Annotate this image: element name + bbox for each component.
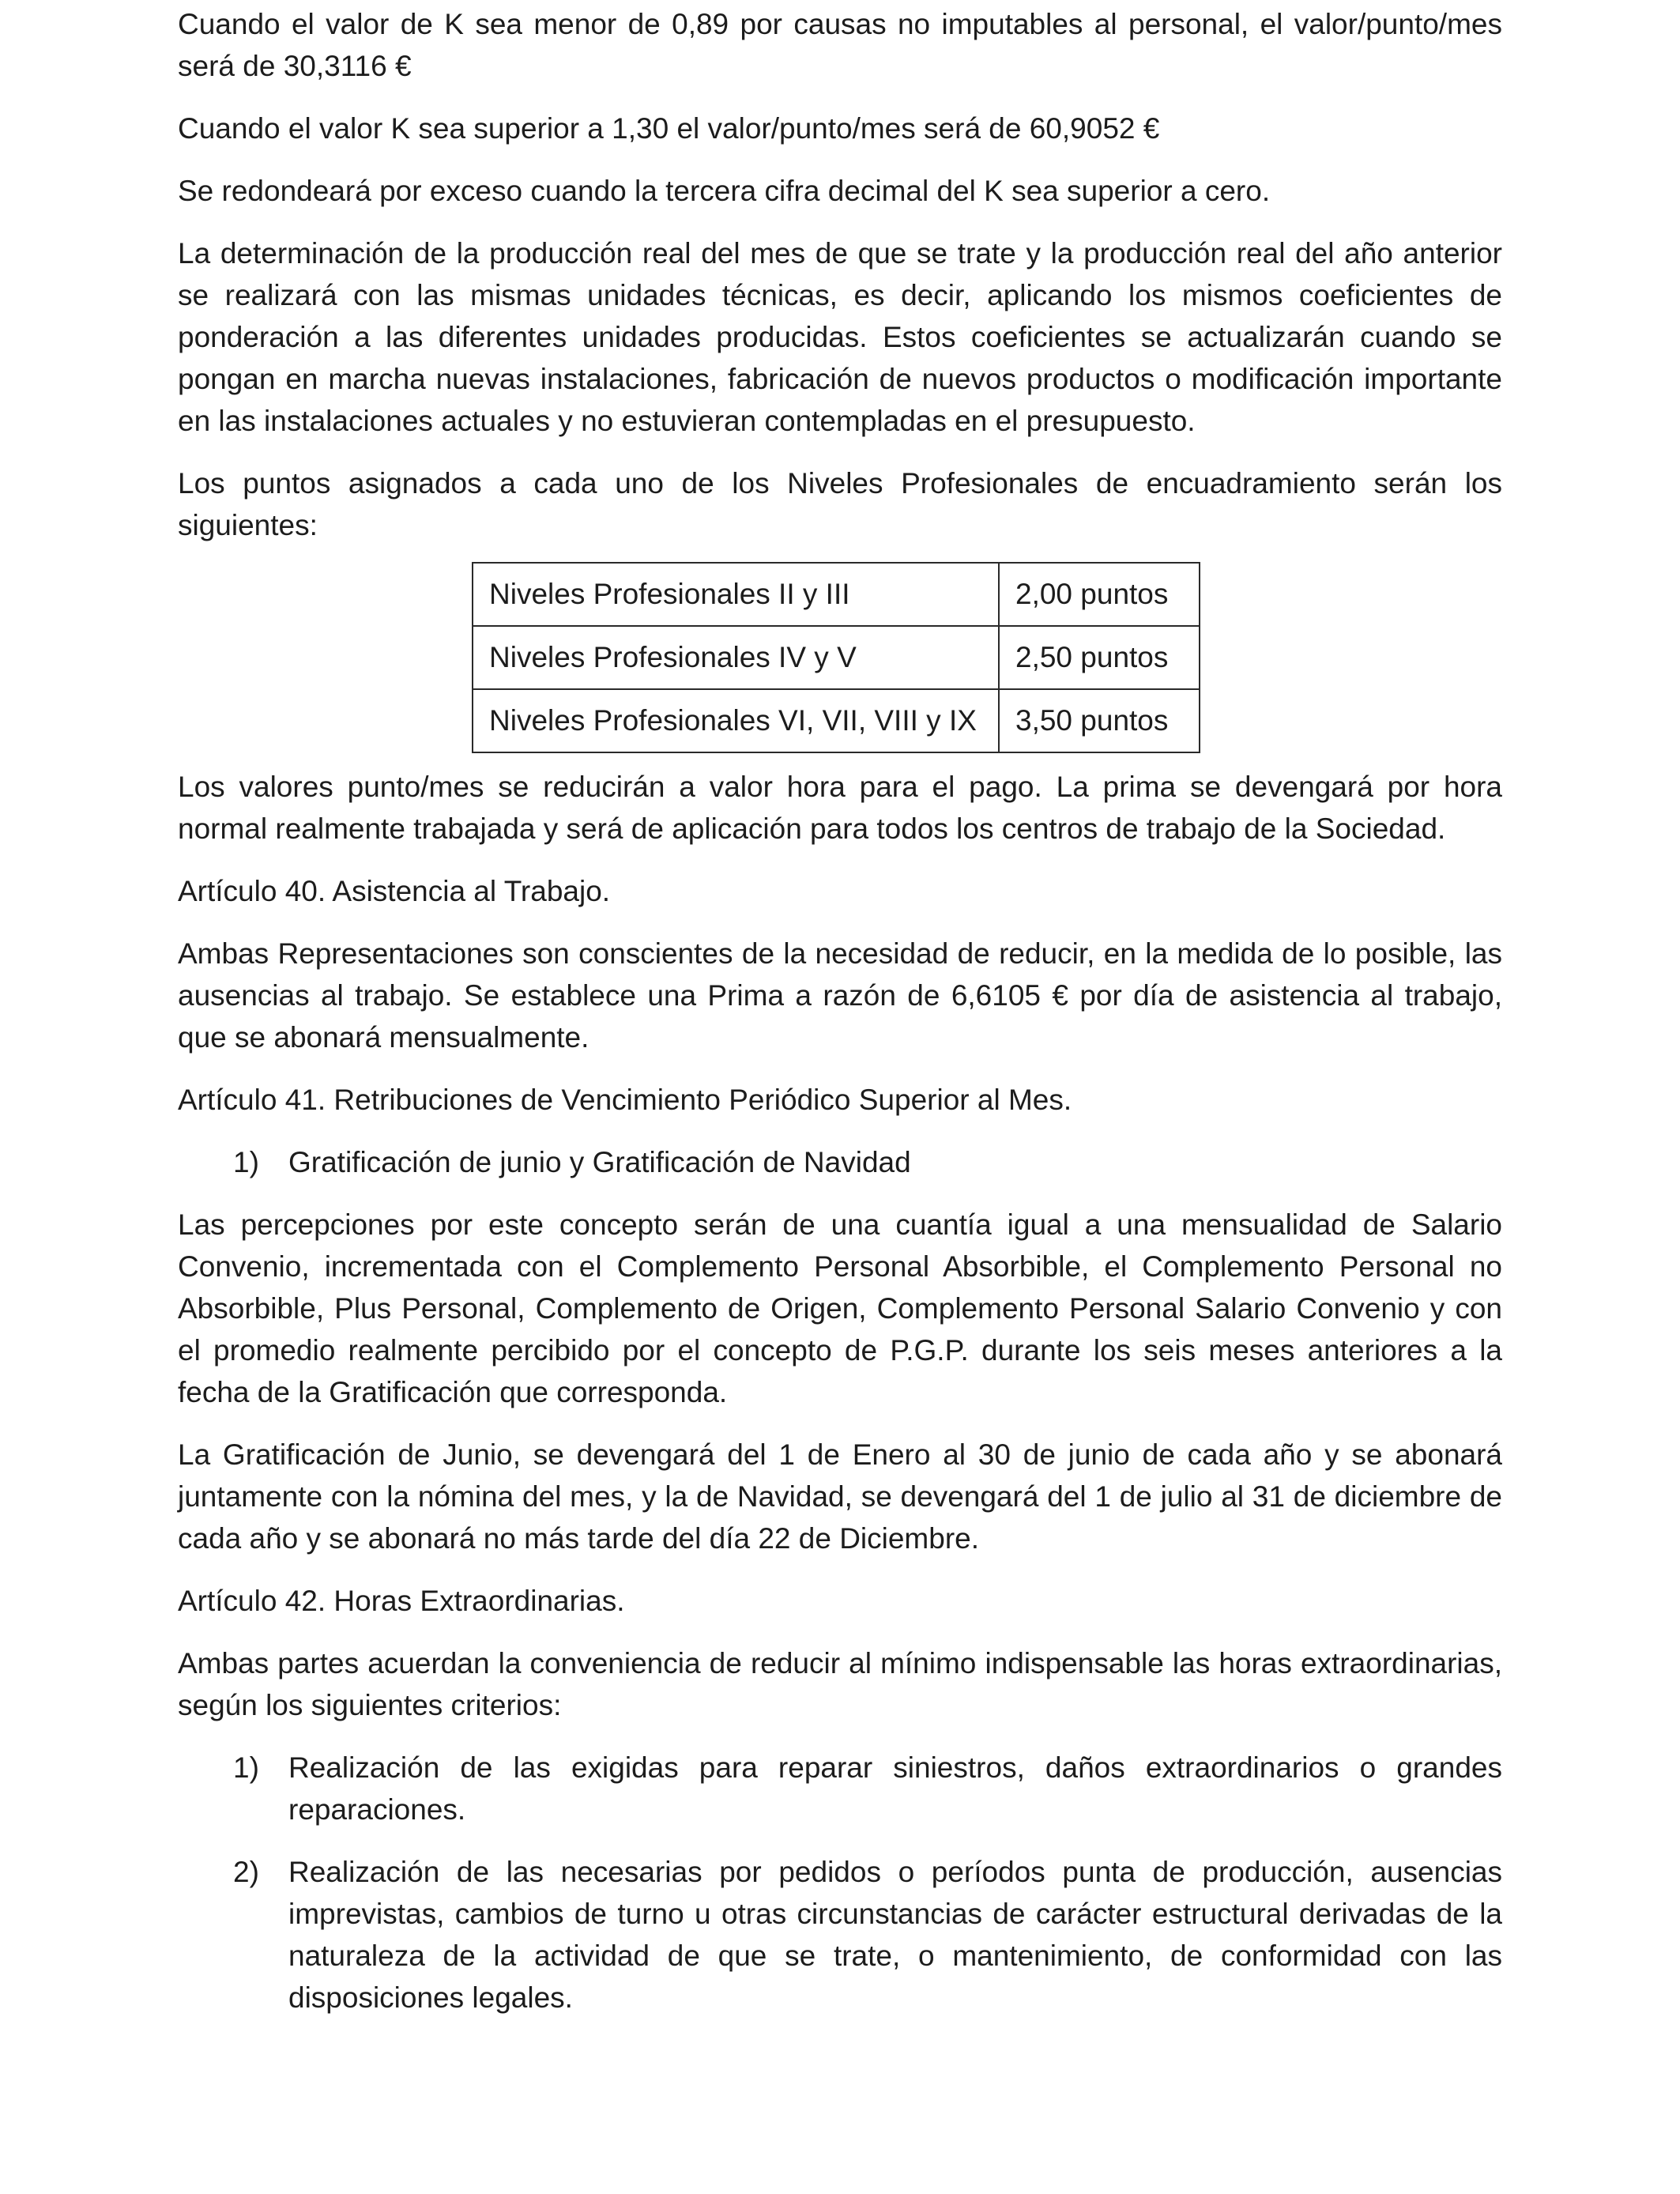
paragraph-overtime-intro: Ambas partes acuerdan la conveniencia de reducir al mínimo indispensable las horas extraordinarias, según los siguientes criterios: xyxy=(178,1647,1502,1721)
list-item-text: Realización de las necesarias por pedidos o períodos punta de producción, ausencias imprevistas, cambios de turno u otras circunstancias de carácter estructural derivadas de la naturaleza de la actividad de que se trate, o mantenimiento, de conformidad con las disposiciones legales. xyxy=(288,1856,1502,2014)
table-cell-points: 2,50 puntos xyxy=(999,626,1200,689)
table-cell-level: Niveles Profesionales VI, VII, VIII y IX xyxy=(473,689,999,752)
table-cell-level: Niveles Profesionales IV y V xyxy=(473,626,999,689)
paragraph-bonus-dates: La Gratificación de Junio, se devengará del 1 de Enero al 30 de junio de cada año y se abonará juntamente con la nómina del mes, y la de Navidad, se devengará del 1 de julio al 31 de diciembre de cada año y se abonará no más tarde del día 22 de Diciembre. xyxy=(178,1438,1502,1555)
list-item xyxy=(178,1141,1502,1183)
document-page xyxy=(178,3,1502,2039)
table-cell-level: Niveles Profesionales II y III xyxy=(473,563,999,626)
list-article-42 xyxy=(178,1747,1502,2019)
list-item-number: 2) xyxy=(233,1856,259,1888)
heading-article-42: Artículo 42. Horas Extraordinarias. xyxy=(178,1585,625,1617)
list-item-text: Realización de las exigidas para reparar siniestros, daños extraordinarios o grandes reparaciones. xyxy=(288,1751,1502,1826)
paragraph-bonus-amount: Las percepciones por este concepto serán de una cuantía igual a una mensualidad de Salario Convenio, incrementada con el Complemento Personal Absorbible, el Complemento Personal no Absorbible, Plus Personal, Complemento de Origen, Complemento Personal Salario Convenio y con el promedio realmente percibido por el concepto de P.G.P. durante los seis meses anteriores a la fecha de la Gratificación que corresponda. xyxy=(178,1208,1502,1408)
table-cell-points: 3,50 puntos xyxy=(999,689,1200,752)
paragraph-k-above: Cuando el valor K sea superior a 1,30 el valor/punto/mes será de 60,9052 € xyxy=(178,112,1160,145)
table-row xyxy=(473,563,1200,626)
table-cell-points: 2,00 puntos xyxy=(999,563,1200,626)
list-item xyxy=(178,1747,1502,1830)
list-item-number: 1) xyxy=(233,1751,259,1784)
list-item-text: Gratificación de junio y Gratificación de Navidad xyxy=(288,1146,911,1178)
heading-article-40: Artículo 40. Asistencia al Trabajo. xyxy=(178,875,611,907)
paragraph-points-intro: Los puntos asignados a cada uno de los Niveles Profesionales de encuadramiento serán los siguientes: xyxy=(178,467,1502,541)
heading-article-41: Artículo 41. Retribuciones de Vencimiento Periódico Superior al Mes. xyxy=(178,1084,1072,1116)
paragraph-k-below: Cuando el valor de K sea menor de 0,89 por causas no imputables al personal, el valor/punto/mes será de 30,3116 € xyxy=(178,8,1502,82)
table-row xyxy=(473,626,1200,689)
paragraph-point-value: Los valores punto/mes se reducirán a valor hora para el pago. La prima se devengará por hora normal realmente trabajada y será de aplicación para todos los centros de trabajo de la Sociedad. xyxy=(178,771,1502,845)
paragraph-attendance: Ambas Representaciones son conscientes de la necesidad de reducir, en la medida de lo posible, las ausencias al trabajo. Se establece una Prima a razón de 6,6105 € por día de asistencia al trabajo, que se abonará mensualmente. xyxy=(178,937,1502,1054)
points-table xyxy=(472,562,1200,753)
paragraph-rounding: Se redondeará por exceso cuando la tercera cifra decimal del K sea superior a cero. xyxy=(178,175,1271,207)
table-row xyxy=(473,689,1200,752)
list-item xyxy=(178,1851,1502,2019)
list-item-number: 1) xyxy=(233,1146,259,1178)
paragraph-production: La determinación de la producción real del mes de que se trate y la producción real del año anterior se realizará con las mismas unidades técnicas, es decir, aplicando los mismos coeficientes de ponderación a las diferentes unidades producidas. Estos coeficientes se actualizarán cuando se pongan en marcha nuevas instalaciones, fabricación de nuevos productos o modificación importante en las instalaciones actuales y no estuvieran contempladas en el presupuesto. xyxy=(178,237,1502,437)
list-article-41 xyxy=(178,1141,1502,1183)
